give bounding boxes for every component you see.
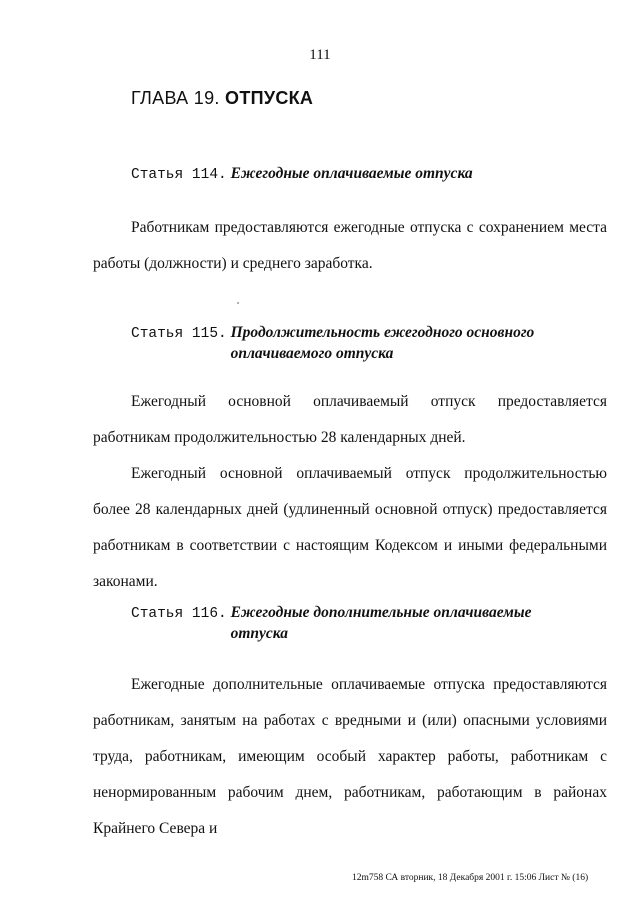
footer-print-info: 12m758 СА вторник, 18 Декабря 2001 г. 15:06 Лист № (16) bbox=[352, 873, 589, 883]
chapter-heading bbox=[131, 88, 313, 109]
article-number: Статья 114. bbox=[131, 167, 227, 183]
article-116-paragraph: Ежегодные дополнительные оплачиваемые отпуска предоставляются работникам, занятым на работах с вредными и (или) опасными условиями труда, работникам, имеющим особый характер работы, работникам с ненормированным рабочим днем, работникам, работающим в районах Крайнего Севера и bbox=[93, 676, 607, 837]
article-title-line: отпуска bbox=[230, 625, 288, 642]
article-title bbox=[231, 602, 532, 644]
article-title bbox=[231, 322, 535, 364]
article-number: Статья 116. bbox=[131, 606, 227, 622]
article-115-heading bbox=[131, 322, 534, 364]
scan-speck bbox=[237, 302, 239, 304]
chapter-prefix: ГЛАВА 19. bbox=[131, 88, 220, 108]
article-115-paragraph-1: Ежегодный основной оплачиваемый отпуск предоставляется работникам продолжительностью 28 календарных дней. bbox=[93, 393, 607, 446]
chapter-title: ОТПУСКА bbox=[225, 88, 314, 108]
article-116-heading bbox=[131, 602, 531, 644]
article-114-paragraph: Работникам предоставляются ежегодные отпуска с сохранением места работы (должности) и среднего заработка. bbox=[93, 219, 607, 272]
article-title: Ежегодные оплачиваемые отпуска bbox=[230, 165, 473, 182]
article-number: Статья 115. bbox=[131, 326, 227, 342]
article-title-line: Ежегодные дополнительные оплачиваемые bbox=[230, 604, 532, 621]
article-114-heading bbox=[131, 163, 473, 186]
page-number: 111 bbox=[309, 47, 331, 63]
article-title-line: Продолжительность ежегодного основного bbox=[230, 324, 535, 341]
article-title-line: оплачиваемого отпуска bbox=[230, 345, 394, 362]
article-115-paragraph-2: Ежегодный основной оплачиваемый отпуск продолжительностью более 28 календарных дней (удлиненный основной отпуск) предоставляется работникам в соответствии с настоящим Кодексом и иными федеральными законами. bbox=[93, 465, 607, 590]
